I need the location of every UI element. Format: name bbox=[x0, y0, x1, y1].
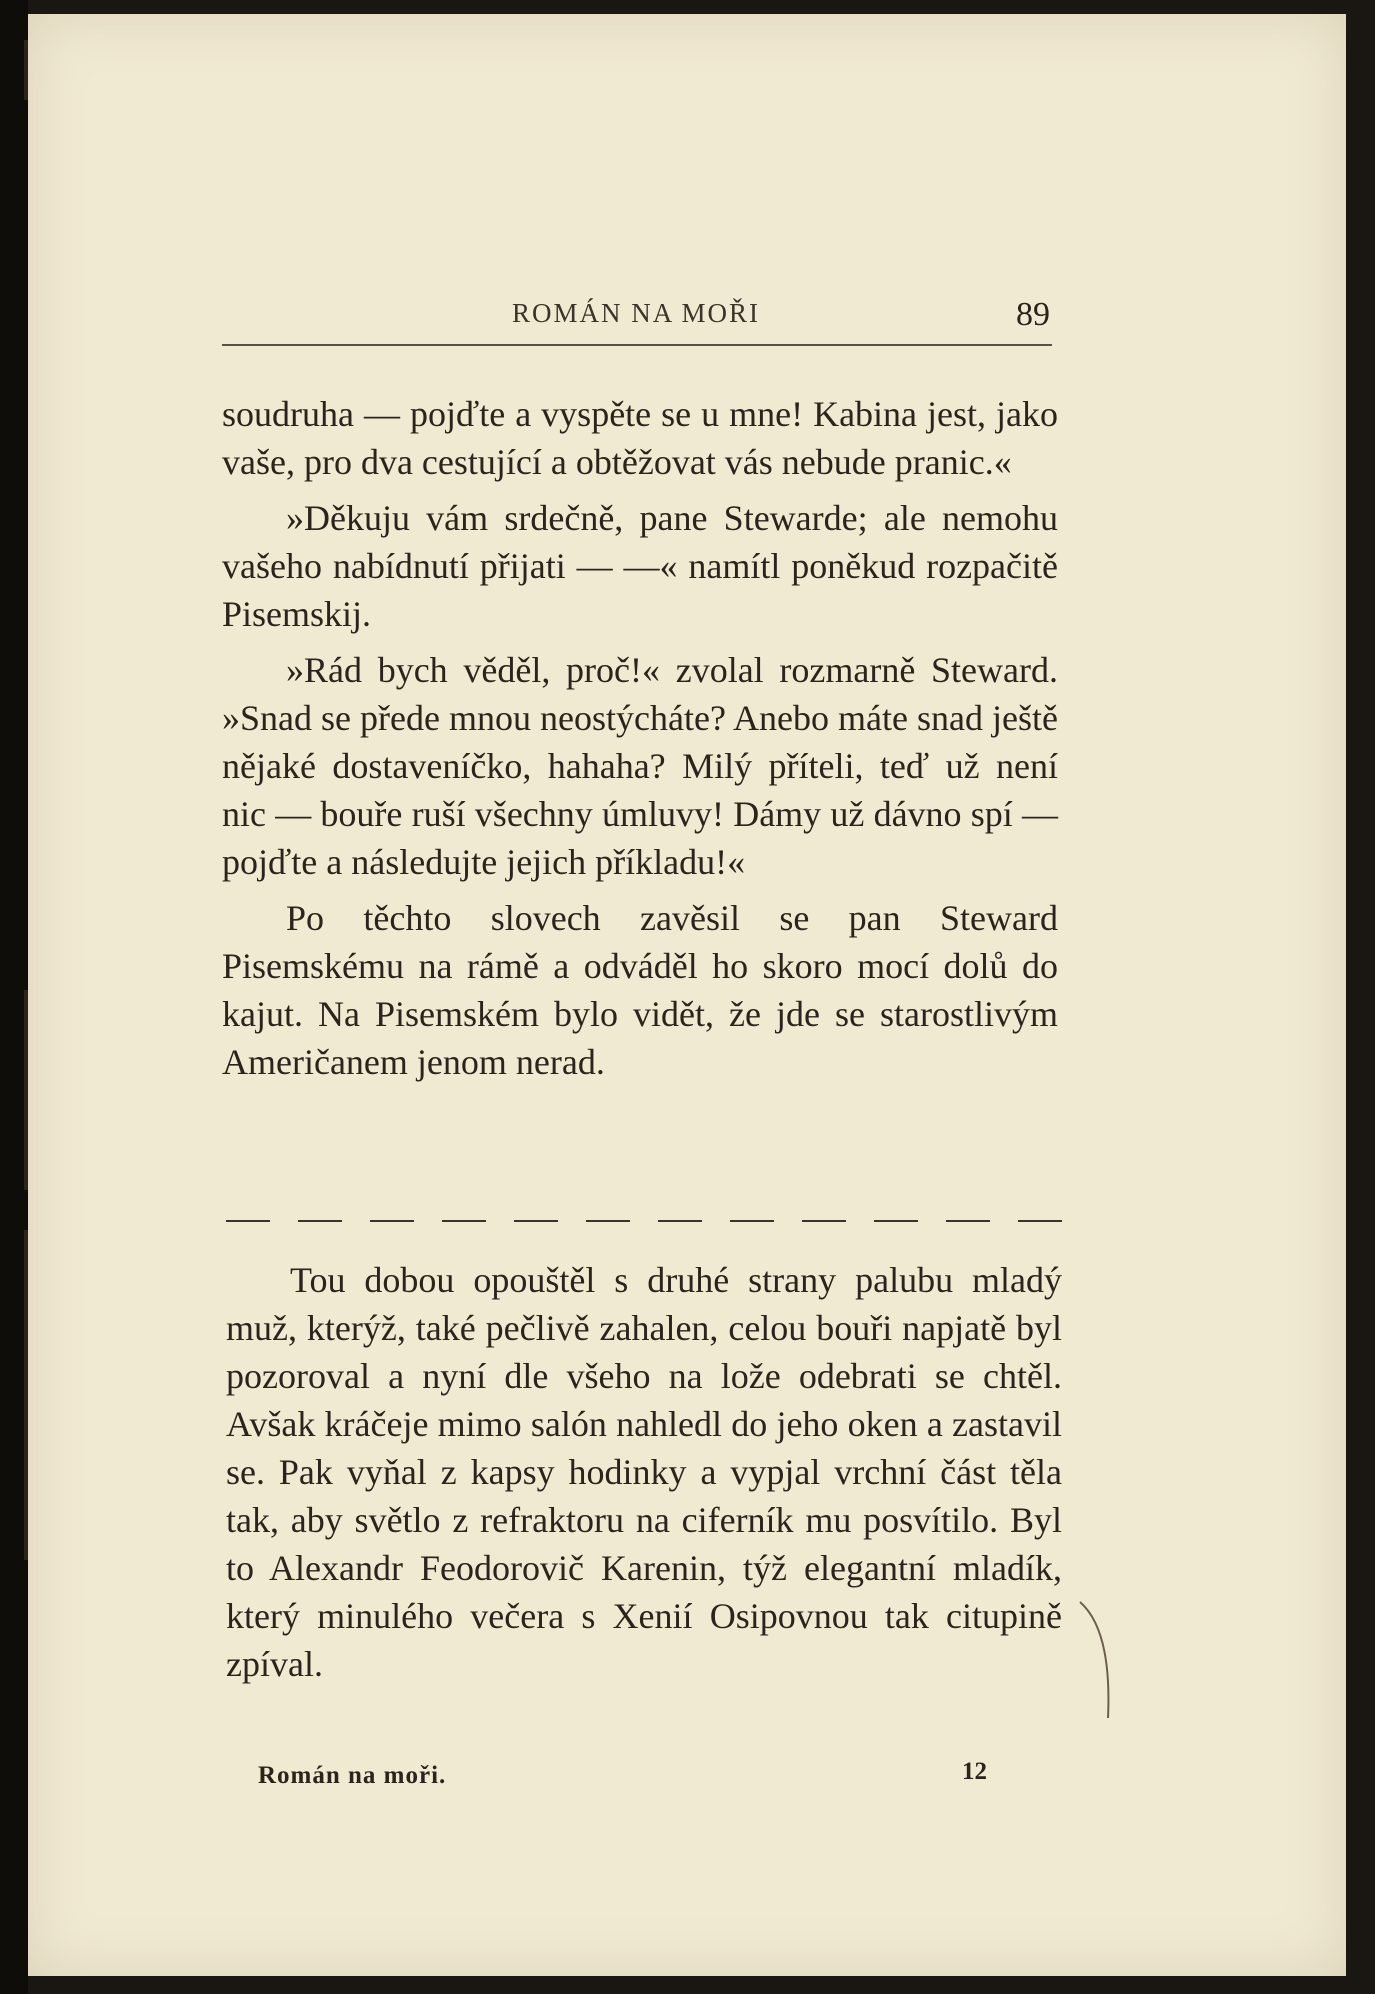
paragraph: Tou dobou opouštěl s druhé strany palubu mladý muž, kterýž, také pečlivě zahalen, celou bouři napjatě byl pozoroval a nyní dle všeho na lože odebrati se chtěl. Avšak kráčeje mimo salón nahledl do jeho oken a zastavil se. Pak vyňal z kapsy hodinky a vypjal vrchní část těla tak, aby světlo z refraktoru na ciferník mu posvítilo. Byl to Alexandr Feodorovič Karenin, týž elegantní mladík, který minulého večera s Xenií Osipovnou tak citupině zpíval. bbox=[226, 1260, 1062, 1684]
paragraph: Po těchto slovech zavěsil se pan Steward Pisemskému na rámě a odváděl ho skoro mocí dolů do kajut. Na Pisemském bylo vidět, že jde se starostlivým Američanem jenom nerad. bbox=[222, 898, 1058, 1082]
page-header bbox=[222, 296, 1052, 342]
page-number: 89 bbox=[1016, 296, 1050, 333]
signature-mark: 12 bbox=[962, 1758, 987, 1785]
margin-bracket bbox=[1078, 1600, 1118, 1720]
running-title: ROMÁN NA MOŘI bbox=[512, 298, 761, 328]
paragraph: soudruha — pojďte a vyspěte se u mne! Kabina jest, jako vaše, pro dva cestující a obtěžovat vás nebude pranic.« bbox=[222, 394, 1058, 482]
body-text-section-2 bbox=[226, 1256, 1062, 1696]
section-break bbox=[226, 1220, 1062, 1228]
paragraph: »Děkuju vám srdečně, pane Stewarde; ale nemohu vašeho nabídnutí přijati — —« namítl poněkud rozpačitě Pisemskij. bbox=[222, 498, 1058, 634]
footer-book-title: Román na moři. bbox=[258, 1762, 447, 1789]
body-text bbox=[222, 390, 1058, 1094]
paragraph: »Rád bych věděl, proč!« zvolal rozmarně Steward. »Snad se přede mnou neostýcháte? Anebo máte snad ještě nějaké dostaveníčko, hahaha? Milý příteli, teď už není nic — bouře ruší všechny úmluvy! Dámy už dávno spí — pojďte a následujte jejich příkladu!« bbox=[222, 650, 1058, 882]
header-rule bbox=[222, 344, 1052, 346]
